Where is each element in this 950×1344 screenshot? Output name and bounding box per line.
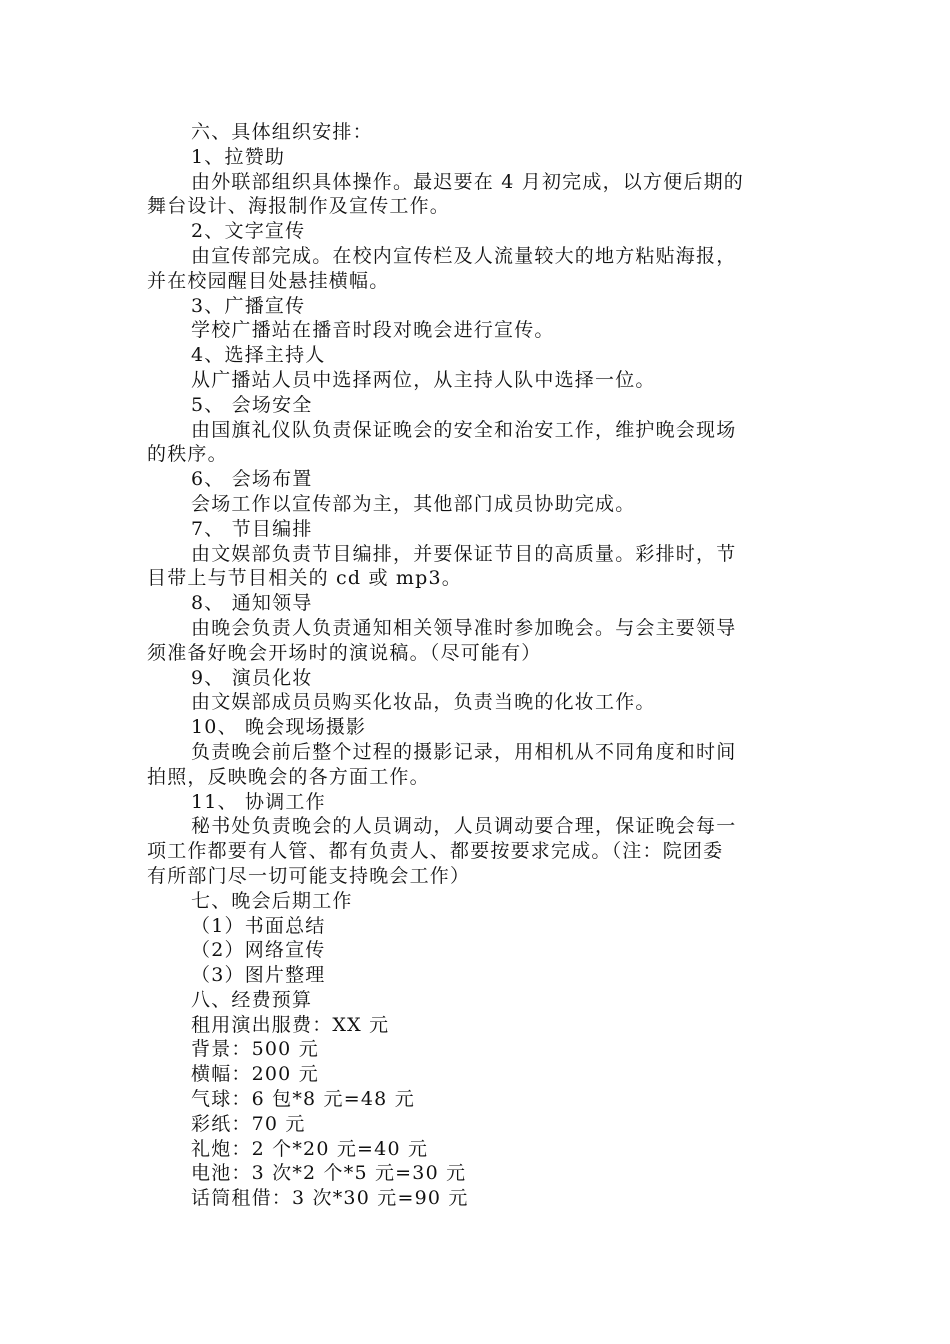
text-line: 由文娱部负责节目编排，并要保证节目的高质量。彩排时，节	[191, 542, 737, 565]
text-line: 有所部门尽一切可能支持晚会工作）	[147, 864, 471, 887]
text-line: 由外联部组织具体操作。最迟要在 4 月初完成，以方便后期的	[191, 170, 744, 193]
text-line: 由宣传部完成。在校内宣传栏及人流量较大的地方粘贴海报，	[191, 244, 737, 267]
text-line: 话筒租借：3 次*30 元=90 元	[191, 1187, 469, 1210]
text-line: 9、 演员化妆	[191, 666, 313, 689]
text-line: （3）图片整理	[191, 964, 326, 987]
text-line: 气球：6 包*8 元=48 元	[191, 1088, 415, 1111]
text-line: 由晚会负责人负责通知相关领导准时参加晚会。与会主要领导	[191, 616, 737, 639]
text-line: 5、 会场安全	[191, 393, 313, 416]
text-line: 会场工作以宣传部为主，其他部门成员协助完成。	[191, 492, 636, 515]
text-line: 4、选择主持人	[191, 344, 326, 367]
text-line: 的秩序。	[147, 443, 228, 466]
text-line: 拍照，反映晚会的各方面工作。	[147, 765, 430, 788]
text-line: 六、具体组织安排：	[191, 121, 373, 143]
text-line: 背景：500 元	[191, 1038, 319, 1061]
text-line: 由国旗礼仪队负责保证晚会的安全和治安工作，维护晚会现场	[191, 418, 737, 441]
text-line: 2、文字宣传	[191, 220, 306, 243]
text-line: 秘书处负责晚会的人员调动，人员调动要合理，保证晚会每一	[191, 815, 737, 838]
text-line: 负责晚会前后整个过程的摄影记录，用相机从不同角度和时间	[191, 740, 737, 763]
text-line: 由文娱部成员员购买化妆品，负责当晚的化妆工作。	[191, 691, 656, 714]
text-line: 彩纸：70 元	[191, 1112, 306, 1135]
text-line: 3、广播宣传	[191, 294, 306, 317]
text-line: 电池：3 次*2 个*5 元=30 元	[191, 1162, 467, 1185]
text-line: 学校广播站在播音时段对晚会进行宣传。	[191, 319, 555, 342]
text-line: 项工作都要有人管、都有负责人、都要按要求完成。（注：院团委	[147, 840, 724, 863]
text-line: 7、 节目编排	[191, 517, 313, 540]
document-body	[147, 120, 807, 1211]
text-line: 礼炮：2 个*20 元=40 元	[191, 1137, 429, 1160]
text-line: 租用演出服费：XX 元	[191, 1013, 390, 1036]
text-line: 从广播站人员中选择两位，从主持人队中选择一位。	[191, 368, 656, 391]
text-line: 须准备好晚会开场时的演说稿。（尽可能有）	[147, 641, 542, 664]
text-line: （1）书面总结	[191, 914, 326, 937]
text-line: 八、经费预算	[191, 988, 313, 1011]
text-line: 舞台设计、海报制作及宣传工作。	[147, 195, 451, 218]
text-line: 11、 协调工作	[191, 790, 326, 813]
text-line: 目带上与节目相关的 cd 或 mp3。	[147, 567, 462, 590]
text-line: 七、晚会后期工作	[191, 889, 353, 912]
text-line: 10、 晚会现场摄影	[191, 716, 367, 739]
text-line: 1、拉赞助	[191, 145, 286, 168]
text-line: （2）网络宣传	[191, 939, 326, 962]
text-line: 并在校园醒目处悬挂横幅。	[147, 269, 390, 292]
text-line: 8、 通知领导	[191, 592, 313, 615]
text-line: 横幅：200 元	[191, 1063, 319, 1086]
text-line: 6、 会场布置	[191, 468, 313, 491]
